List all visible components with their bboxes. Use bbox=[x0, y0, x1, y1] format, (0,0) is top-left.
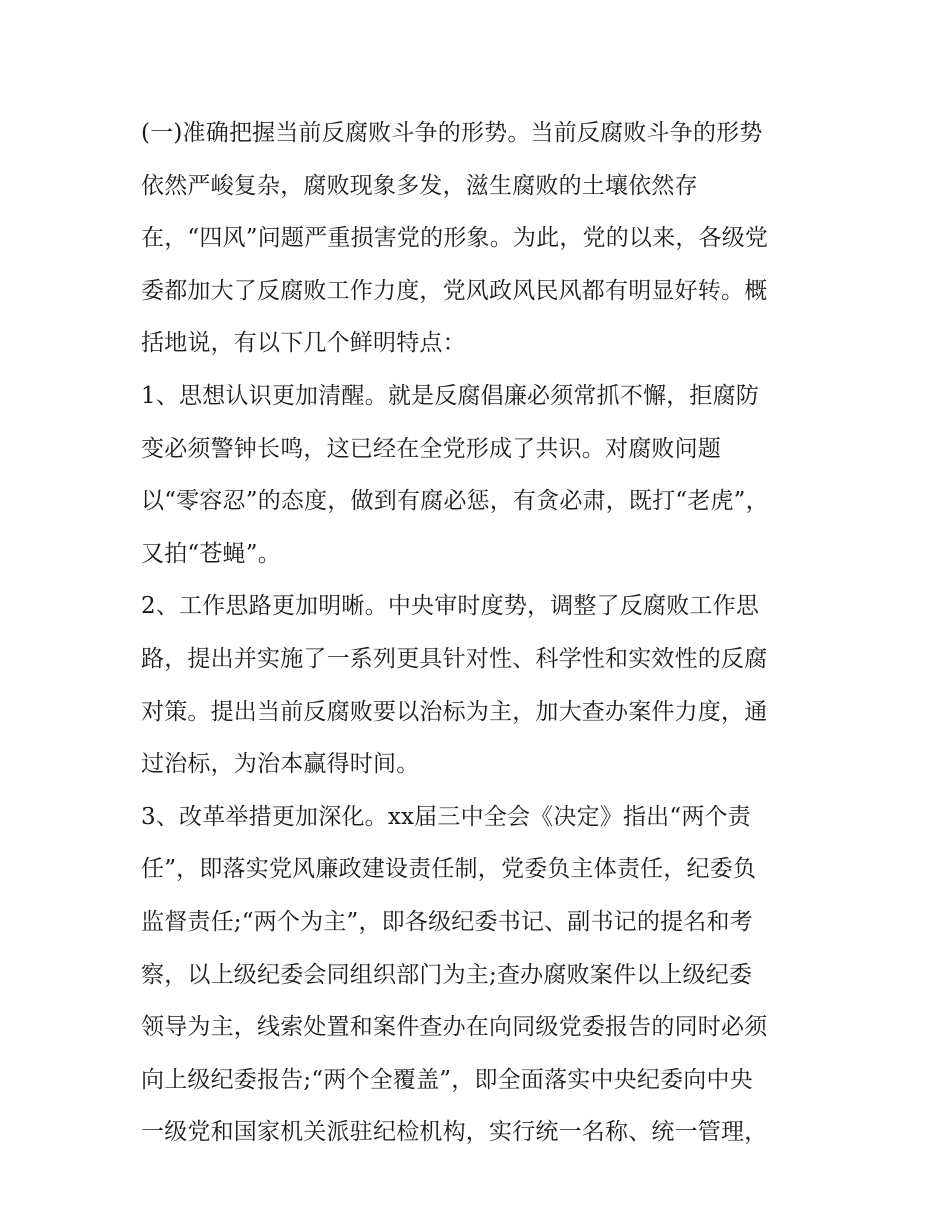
text-line: 路，提出并实施了一系列更具针对性、科学性和实效性的反腐 bbox=[141, 645, 768, 672]
text-line: 依然严峻复杂，腐败现象多发，滋生腐败的土壤依然存 bbox=[141, 172, 698, 199]
text-line: 变必须警钟长鸣，这已经在全党形成了共识。对腐败问题 bbox=[141, 435, 721, 462]
text-line: 一级党和国家机关派驻纪检机构，实行统一名称、统一管理， bbox=[141, 1119, 768, 1146]
text-line: 过治标，为治本赢得时间。 bbox=[141, 751, 420, 778]
text-line: 以“零容忍”的态度，做到有腐必惩，有贪必肃，既打“老虎”， bbox=[141, 488, 769, 515]
text-line: 任”，即落实党风廉政建设责任制，党委负主体责任，纪委负 bbox=[141, 856, 757, 883]
text-line: 1、思想认识更加清醒。就是反腐倡廉必须常抓不懈，拒腐防 bbox=[141, 382, 760, 409]
text-line: 在，“四风”问题严重损害党的形象。为此，党的以来，各级党 bbox=[141, 225, 769, 252]
text-line: 又拍“苍蝇”。 bbox=[141, 540, 281, 567]
text-line: 对策。提出当前反腐败要以治标为主，加大查办案件力度，通 bbox=[141, 698, 768, 725]
text-line: 委都加大了反腐败工作力度，党风政风民风都有明显好转。概 bbox=[141, 277, 768, 304]
text-line: 括地说，有以下几个鲜明特点： bbox=[141, 330, 466, 357]
text-line: 察，以上级纪委会同组织部门为主;查办腐败案件以上级纪委 bbox=[141, 961, 753, 988]
text-line: 领导为主，线索处置和案件查办在向同级党委报告的同时必须 bbox=[141, 1014, 768, 1041]
text-line: 监督责任;“两个为主”，即各级纪委书记、副书记的提名和考 bbox=[141, 908, 753, 935]
text-line: 向上级纪委报告;“两个全覆盖”，即全面落实中央纪委向中央 bbox=[141, 1066, 753, 1093]
text-line: (一)准确把握当前反腐败斗争的形势。当前反腐败斗争的形势 bbox=[141, 120, 763, 146]
text-line: 2、工作思路更加明晰。中央审时度势，调整了反腐败工作思 bbox=[141, 593, 760, 620]
text-line: 3、改革举措更加深化。xx届三中全会《决定》指出“两个责 bbox=[141, 803, 751, 830]
document-body bbox=[141, 107, 821, 1159]
